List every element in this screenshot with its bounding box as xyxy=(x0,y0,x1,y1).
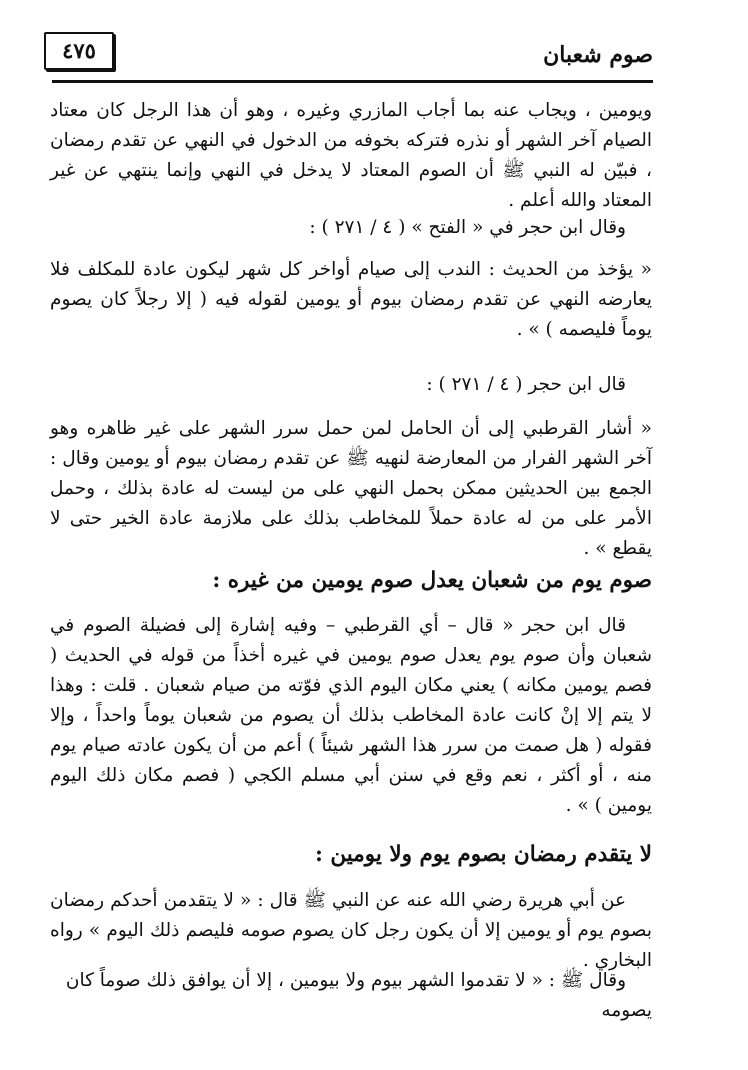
hadith-do-not-precede: وقال ﷺ : « لا تقدموا الشهر بيوم ولا بيومين ، إلا أن يوافق ذلك صوماً كان يصومه xyxy=(65,970,652,1021)
paragraph-continuation: ويومين ، ويجاب عنه بما أجاب المازري وغيره ، وهو أن هذا الرجل كان معتاد الصيام آخر الشهر أو نذره فتركه بخوفه من الدخول في النهي عن تقدم رمضان ، فبيّن له النبي ﷺ أن الصوم المعتاد لا يدخل في النهي وإنما ينتهي عن غير المعتاد والله أعلم . xyxy=(50,100,652,211)
paragraph-qurtubi: قال ابن حجر « قال – أي القرطبي – وفيه إشارة إلى فضيلة الصوم في شعبان وأن صوم يوم يعدل صوم يومين في غيره أخذاً من قوله في الحديث ( فصم يومين مكانه ) يعني مكان اليوم الذي فوّته من صيام شعبان . قلت : وهذا لا يتم إلا إنْ كانت عادة المخاطب بذلك أن يصوم من شعبان يوماً واحداً ، وإلا فقوله ( هل صمت من سرر هذا الشهر شيئاً ) أعم من أن يكون عادته صيام يوم منه ، أو أكثر ، نعم وقع في سنن أبي مسلم الكجي ( فصم مكان ذلك اليوم يومين ) » . xyxy=(50,615,652,816)
citation-intro-ibn-hajar: قال ابن حجر ( ٤ / ٢٧١ ) : xyxy=(426,374,626,395)
chapter-title: صوم شعبان xyxy=(543,42,653,68)
quote-ibn-hajar-1: « يؤخذ من الحديث : الندب إلى صيام أواخر كل شهر ليكون عادة للمكلف فلا يعارضه النهي عن تقدم رمضان بيوم أو يومين لقوله فيه ( إلا رجلاً كان يصوم يوماً فليصمه ) » . xyxy=(50,259,652,340)
quote-ibn-hajar-2: « أشار القرطبي إلى أن الحامل لمن حمل سرر الشهر على غير ظاهره وهو آخر الشهر الفرار من المعارضة لنهيه ﷺ عن تقدم رمضان بيوم أو يومين وقال : الجمع بين الحديثين ممكن بحمل النهي على من ليست له عادة بذلك ، وحمل الأمر على من له عادة حملاً للمخاطب بذلك على ملازمة عادة الخير حتى لا يقطع » . xyxy=(50,418,652,559)
page-number: ٤٧٥ xyxy=(44,32,114,70)
section-heading-no-preceding-ramadan: لا يتقدم رمضان بصوم يوم ولا يومين : xyxy=(315,842,652,867)
hadith-abu-hurayra: عن أبي هريرة رضي الله عنه عن النبي ﷺ قال : « لا يتقدمن أحدكم رمضان بصوم يوم أو يومين إلا أن يكون رجل كان يصوم صومه فليصم ذلك اليوم » رواه البخاري . xyxy=(50,890,652,971)
page-header xyxy=(52,38,653,83)
citation-intro-fath: وقال ابن حجر في « الفتح » ( ٤ / ٢٧١ ) : xyxy=(309,217,626,238)
section-heading-shaban-fast: صوم يوم من شعبان يعدل صوم يومين من غيره : xyxy=(212,568,652,593)
